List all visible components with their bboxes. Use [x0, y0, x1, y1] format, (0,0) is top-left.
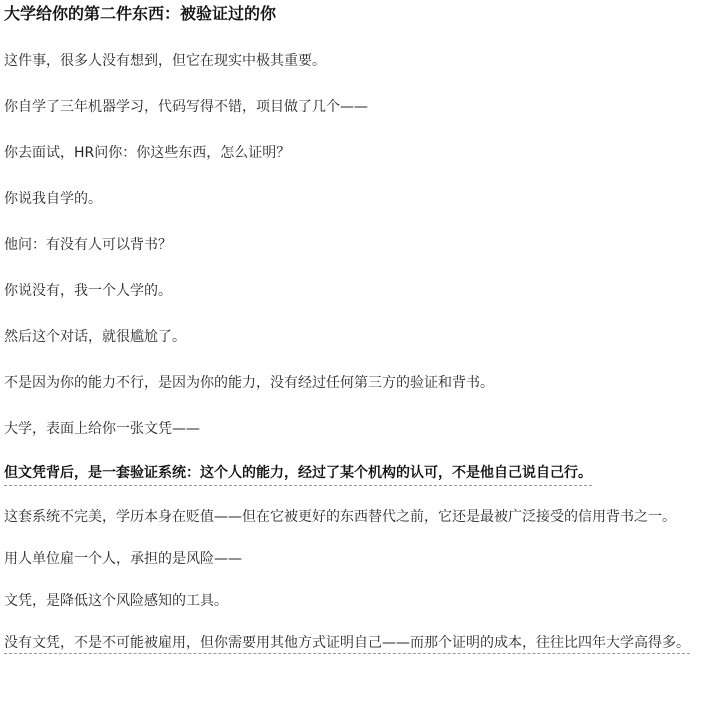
- paragraph: 这套系统不完美，学历本身在贬值——但在它被更好的东西替代之前，它还是最被广泛接受的信用背书之一。: [4, 509, 676, 525]
- paragraph: 你去面试，HR问你：你这些东西，怎么证明？: [4, 145, 291, 161]
- paragraph: 你说我自学的。: [4, 191, 102, 207]
- paragraph: 他问：有没有人可以背书？: [4, 237, 172, 253]
- paragraph: 你自学了三年机器学习，代码写得不错，项目做了几个——: [4, 99, 368, 115]
- paragraph: 大学，表面上给你一张文凭——: [4, 421, 200, 437]
- paragraph: 用人单位雇一个人，承担的是风险——: [4, 551, 242, 567]
- paragraph: 你说没有，我一个人学的。: [4, 283, 172, 299]
- highlighted-text: 但文凭背后，是一套验证系统：这个人的能力，经过了某个机构的认可，不是他自己说自己行。: [4, 462, 592, 486]
- highlighted-paragraph: [4, 462, 698, 486]
- paragraph: 这件事，很多人没有想到，但它在现实中极其重要。: [4, 53, 326, 69]
- highlighted-text: 没有文凭，不是不可能被雇用，但你需要用其他方式证明自己——而那个证明的成本，往往比四年大学高得多。: [4, 635, 690, 654]
- article-title: 大学给你的第二件东西：被验证过的你: [4, 4, 277, 23]
- paragraph: 文凭，是降低这个风险感知的工具。: [4, 593, 228, 609]
- highlighted-paragraph: [4, 632, 698, 654]
- paragraph: 不是因为你的能力不行，是因为你的能力，没有经过任何第三方的验证和背书。: [4, 375, 494, 391]
- paragraph: 然后这个对话，就很尴尬了。: [4, 329, 186, 345]
